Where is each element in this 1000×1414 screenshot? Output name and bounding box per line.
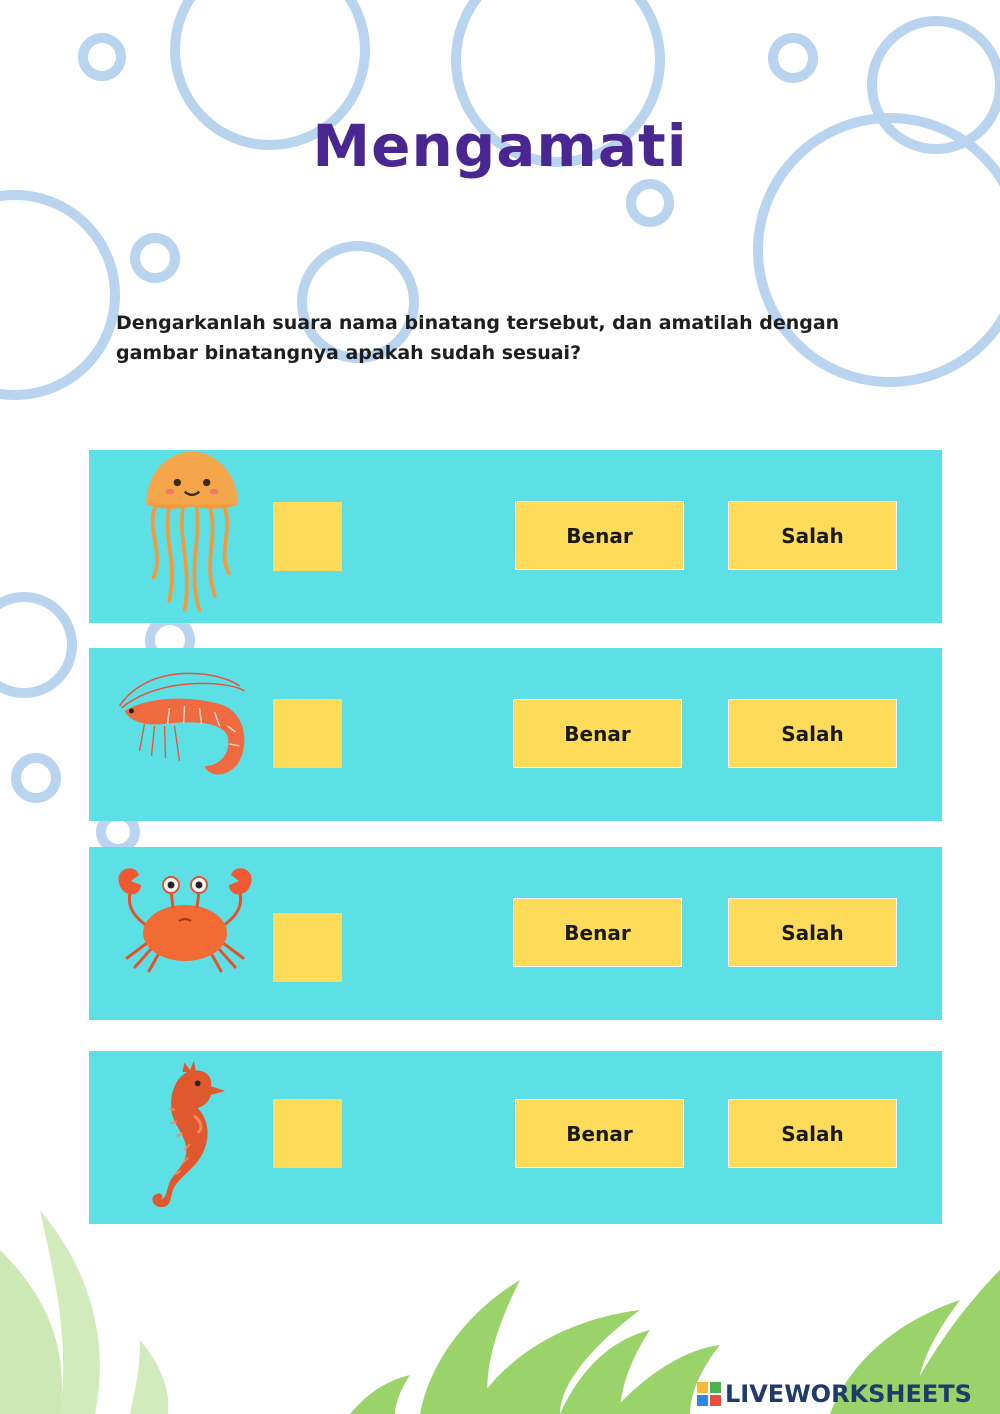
- answer-box[interactable]: [273, 1099, 342, 1168]
- shrimp-icon: [107, 666, 252, 786]
- salah-button-label: Salah: [781, 1121, 844, 1146]
- jellyfish-icon: [137, 442, 247, 622]
- salah-button[interactable]: [728, 1099, 897, 1168]
- benar-button[interactable]: [513, 699, 682, 768]
- salah-button-label: Salah: [781, 523, 844, 548]
- page-title: [0, 112, 1000, 180]
- benar-button[interactable]: [515, 1099, 684, 1168]
- answer-box[interactable]: [273, 502, 342, 571]
- crab-icon: [105, 863, 265, 973]
- seahorse-icon: [135, 1061, 230, 1216]
- question-row-jellyfish: [89, 450, 942, 623]
- watermark-text: LIVEWORKSHEETS: [725, 1380, 972, 1408]
- benar-button-label: Benar: [564, 721, 631, 746]
- question-row-shrimp: [89, 648, 942, 821]
- question-row-seahorse: [89, 1051, 942, 1224]
- benar-button-label: Benar: [566, 523, 633, 548]
- benar-button[interactable]: [515, 501, 684, 570]
- liveworksheets-logo-icon: [697, 1382, 721, 1406]
- salah-button[interactable]: [728, 501, 897, 570]
- salah-button[interactable]: [728, 898, 897, 967]
- instruction-text: [116, 308, 876, 368]
- benar-button-label: Benar: [566, 1121, 633, 1146]
- benar-button[interactable]: [513, 898, 682, 967]
- liveworksheets-watermark: [697, 1380, 972, 1408]
- benar-button-label: Benar: [564, 920, 631, 945]
- salah-button-label: Salah: [781, 920, 844, 945]
- answer-box[interactable]: [273, 913, 342, 982]
- answer-box[interactable]: [273, 699, 342, 768]
- salah-button-label: Salah: [781, 721, 844, 746]
- instruction-line-2: gambar binatangnya apakah sudah sesuai?: [116, 342, 582, 364]
- salah-button[interactable]: [728, 699, 897, 768]
- instruction-line-1: Dengarkanlah suara nama binatang tersebut, dan amatilah dengan: [116, 312, 840, 334]
- page-title-text: Mengamati: [312, 112, 688, 180]
- question-row-crab: [89, 847, 942, 1020]
